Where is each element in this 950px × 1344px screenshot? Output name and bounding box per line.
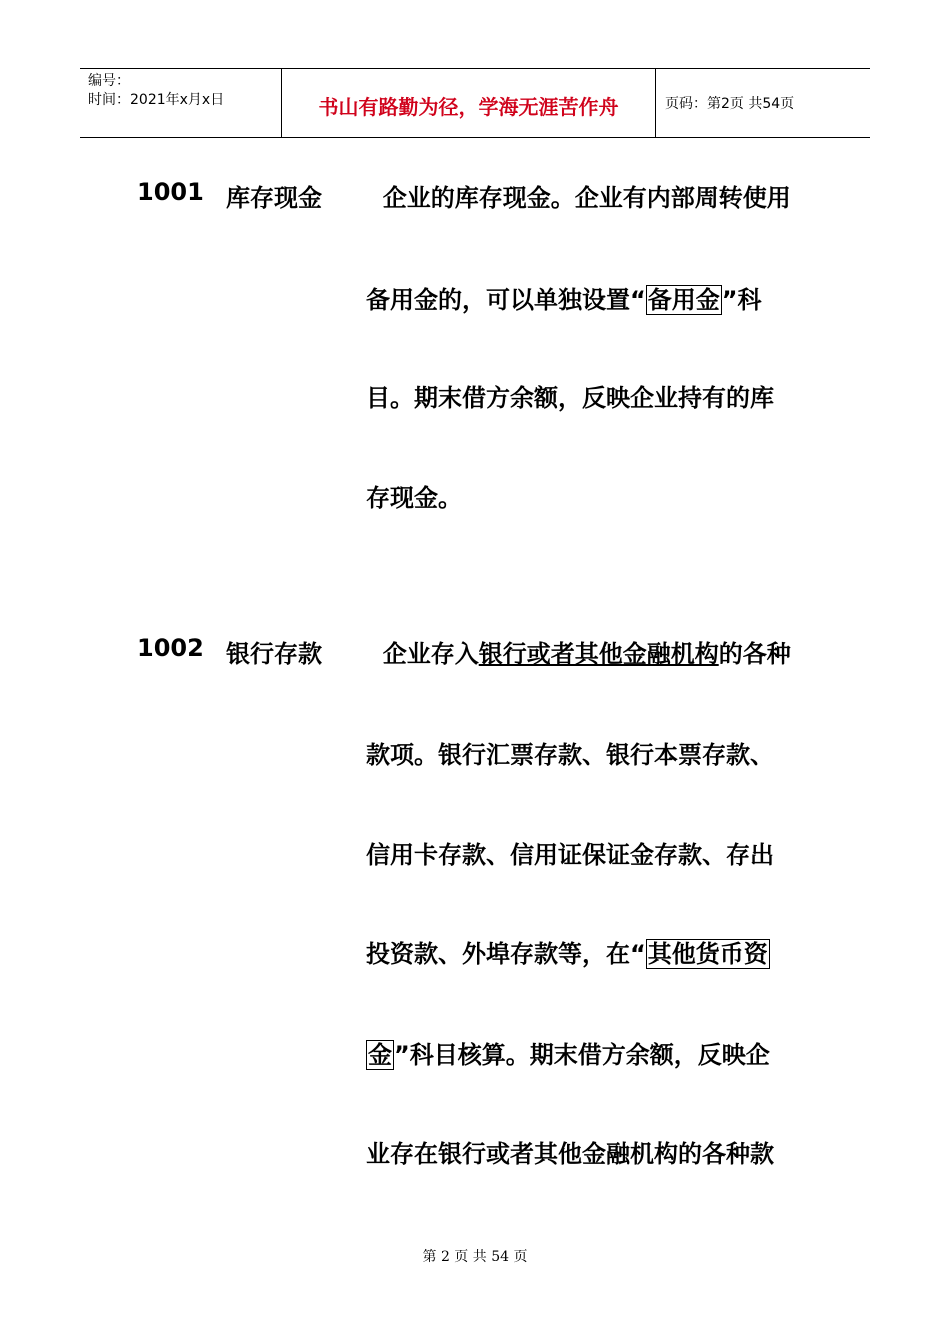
- account-code: 1001: [137, 178, 204, 206]
- account-code: 1002: [137, 634, 204, 662]
- text-span: 目。期末借方余额，反映企业持有的库: [366, 384, 774, 412]
- description-line: [366, 178, 791, 213]
- text-span: 款项。银行汇票存款、银行本票存款、: [366, 741, 774, 769]
- description-line: [366, 735, 774, 770]
- text-span: ”科: [721, 286, 762, 314]
- header-page-info: 页码：第2页 共54页: [665, 96, 795, 112]
- header-page-cell: [655, 69, 870, 137]
- description-line: [366, 835, 774, 870]
- description-line: [366, 378, 774, 413]
- account-name: 银行存款: [226, 640, 322, 668]
- boxed-term: 其他货币资: [647, 940, 768, 968]
- text-span: 存现金。: [366, 484, 462, 512]
- text-span: ”科目核算。期末借方余额，反映企: [394, 1041, 770, 1069]
- boxed-term: 金: [368, 1041, 392, 1069]
- description-line: [366, 478, 462, 513]
- text-span: 业存在银行或者其他金融机构的各种款: [366, 1140, 774, 1168]
- header-motto: 书山有路勤为径，学海无涯苦作舟: [318, 95, 619, 119]
- document-number-label: 编号：: [88, 73, 130, 89]
- text-span: 投资款、外埠存款等，在“: [366, 940, 646, 968]
- underlined-term: 银行或者其他金融机构: [478, 640, 719, 668]
- text-span: 企业的库存现金。企业有内部周转使用: [366, 184, 791, 212]
- text-span: 信用卡存款、信用证保证金存款、存出: [366, 841, 774, 869]
- text-span: 备用金的，可以单独设置“: [366, 286, 646, 314]
- description-line: [366, 1035, 770, 1070]
- text-span: 企业存入: [366, 640, 479, 668]
- account-name: 库存现金: [226, 184, 322, 212]
- page-footer: 第 2 页 共 54 页: [422, 1249, 528, 1265]
- document-date: 时间：2021年x月x日: [88, 92, 225, 108]
- header-meta-cell: [80, 69, 281, 137]
- text-span: 的各种: [718, 640, 791, 668]
- description-line: [366, 934, 770, 969]
- header-motto-cell: [281, 69, 656, 137]
- description-line: [366, 1134, 774, 1169]
- boxed-term: 备用金: [647, 286, 720, 314]
- description-line: [366, 280, 762, 315]
- description-line: [366, 634, 791, 669]
- header-table: [80, 68, 870, 138]
